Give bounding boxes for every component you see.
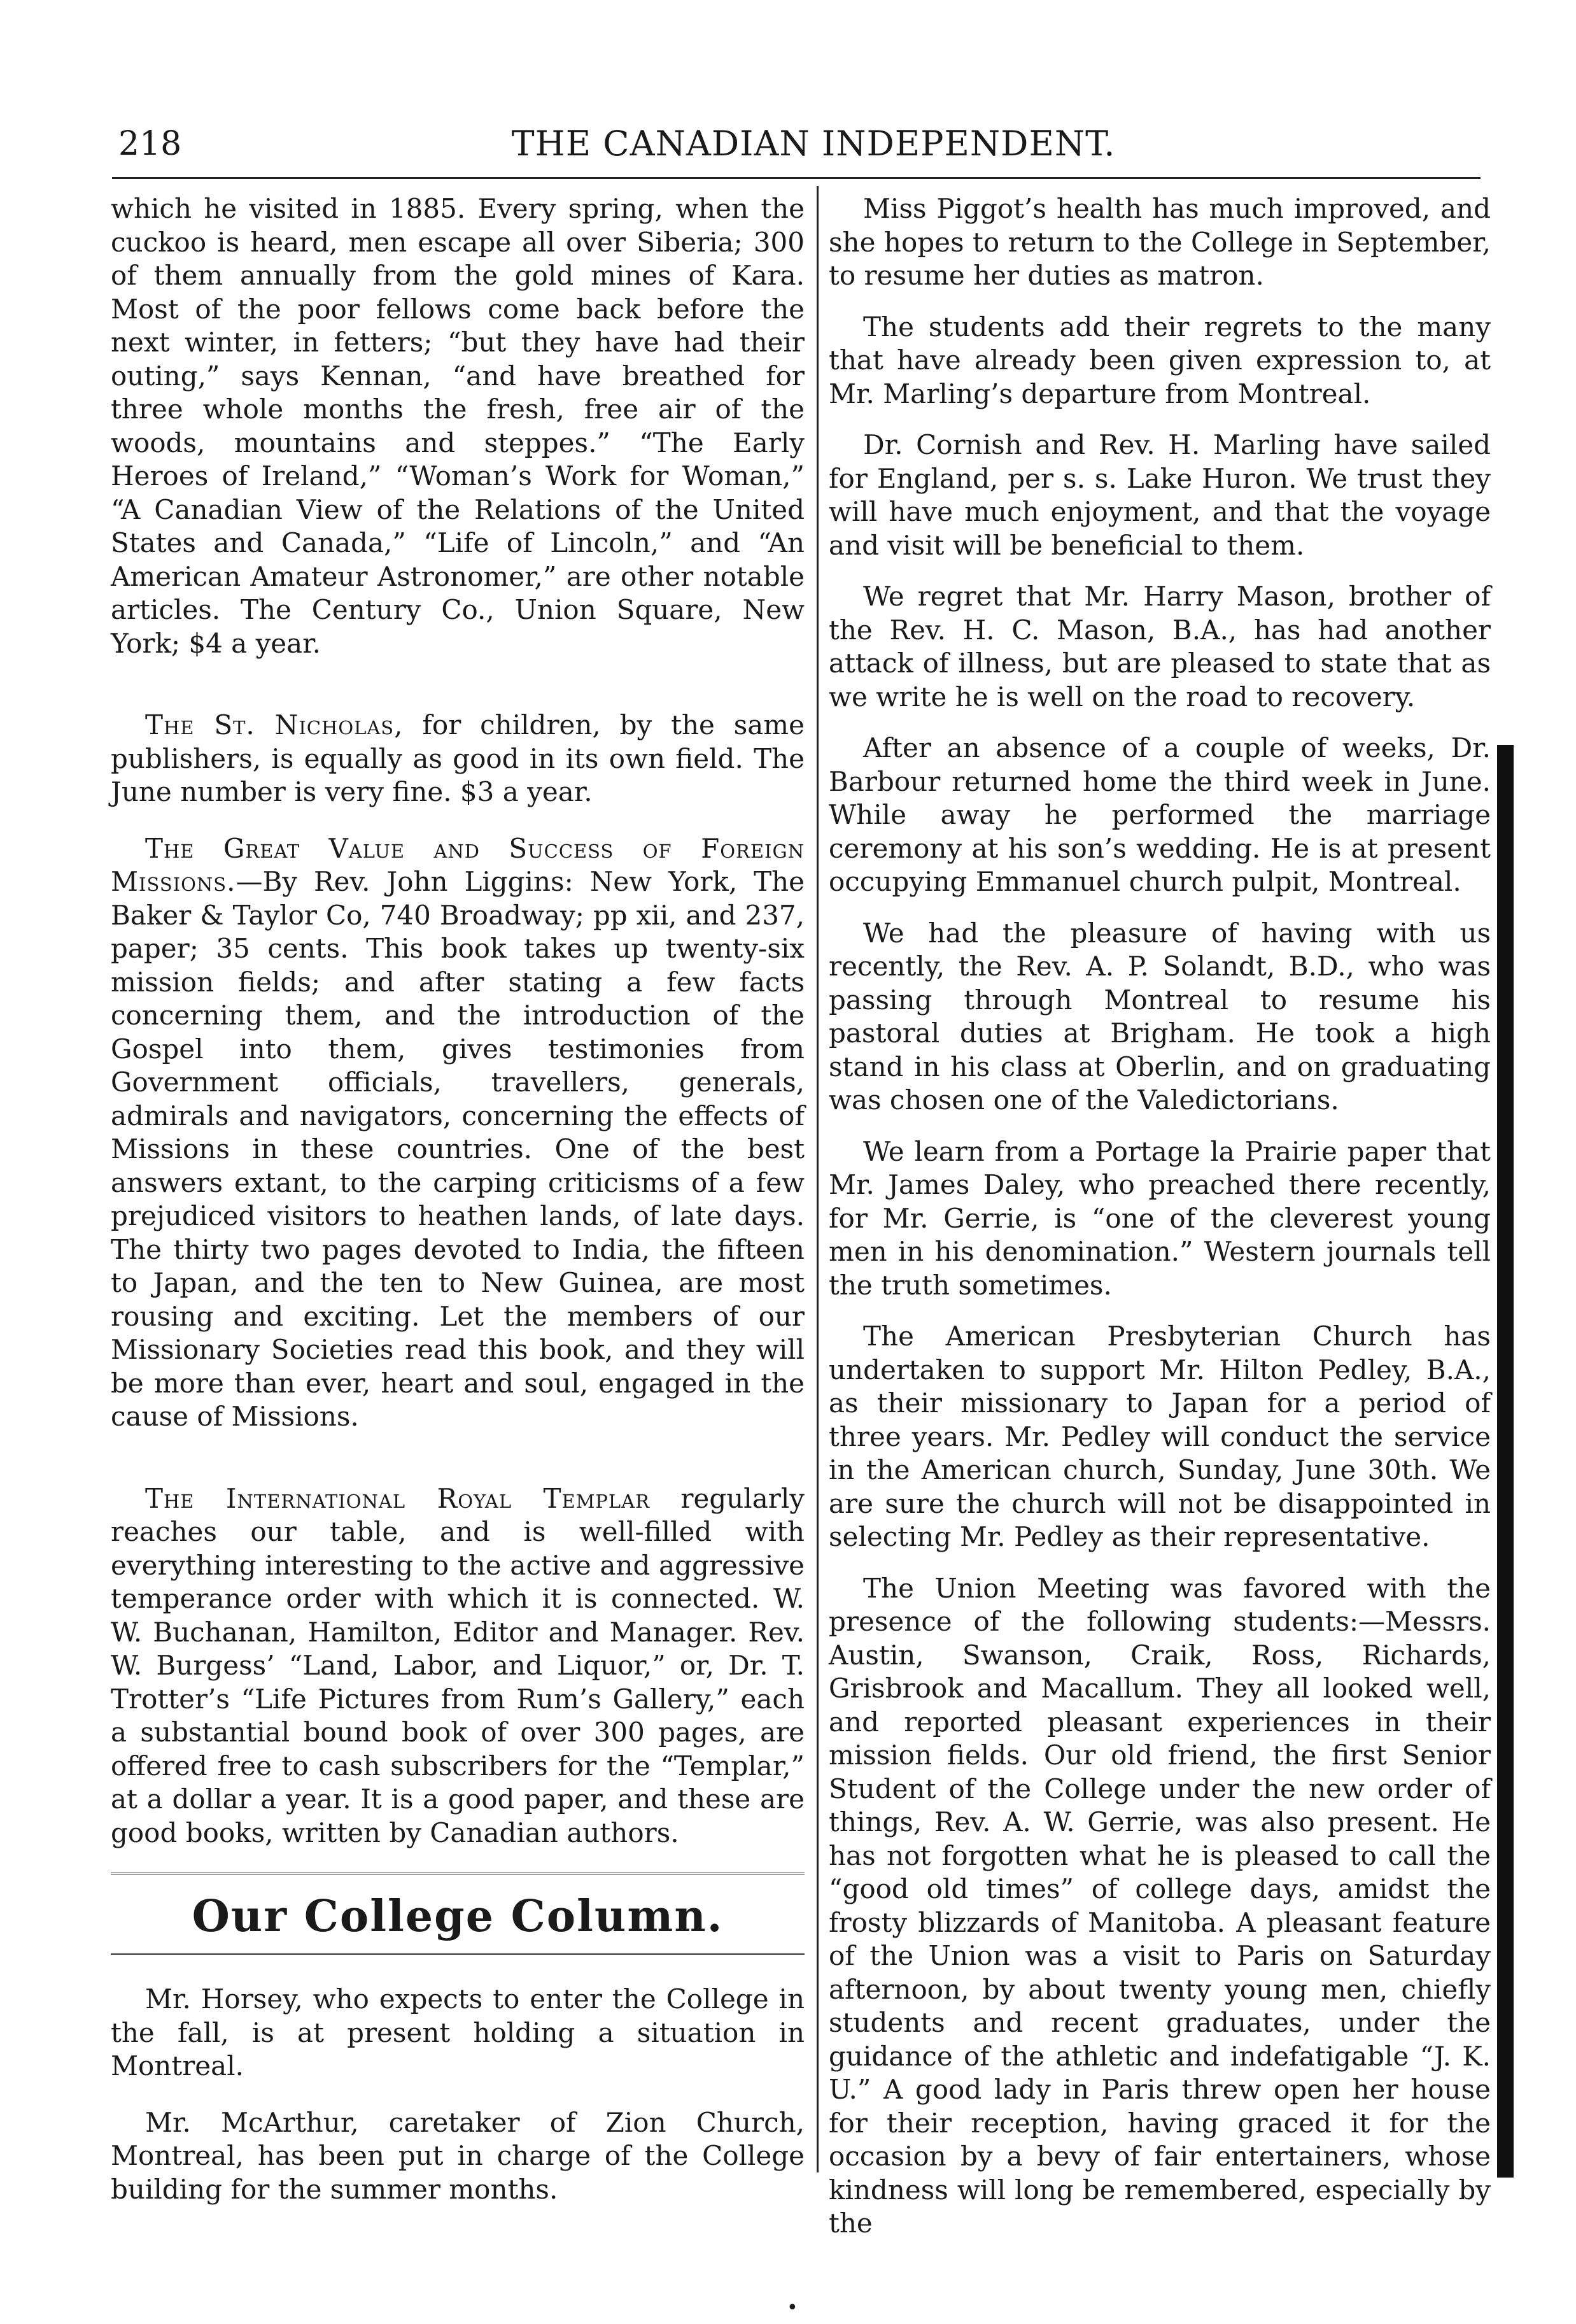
page-edge-shadow — [1497, 745, 1514, 2178]
royal-templar-paragraph — [111, 1482, 805, 1850]
footer-mark: • — [787, 2297, 798, 2319]
union-meeting-paragraph: The Union Meeting was favored with the presence of the following students:—Messrs. Austin, Swanson, Craik, Ross, Richards, Grisbrook and Macallum. They all looked well, and reported pleasant experiences in their mission fields. Our old friend, the first Senior Student of the College under the new order of things, Rev. A. W. Gerrie, was also present. He has not forgotten what he is pleased to call the “good old times” of college days, amidst the frosty blizzards of Manitoba. A pleasant feature of the Union was a visit to Paris on Saturday afternoon, by about twenty young men, chiefly students and recent graduates, under the guidance of the athletic and indefatigable “J. K. U.” A good lady in Paris threw open her house for their reception, having graced it for the occasion by a bevy of fair entertainers, whose kindness will long be remembered, especially by the — [829, 1572, 1491, 2239]
solandt-paragraph: We had the pleasure of having with us recently, the Rev. A. P. Solandt, B.D., who was passing through Montreal to resume his pastoral duties at Brigham. He took a high stand in his class at Oberlin, and on graduating was chosen one of the Valedictorians. — [829, 917, 1491, 1116]
section-title: Our College Column. — [192, 1891, 724, 1942]
horsey-paragraph: Mr. Horsey, who expects to enter the College in the fall, is at present holding a situation in Montreal. — [111, 1983, 805, 2081]
piggot-paragraph: Miss Piggot’s health has much improved, and she hopes to return to the College in September, to resume her duties as matron. — [829, 193, 1491, 291]
section-bottom-rule — [111, 1953, 805, 1955]
century-review-paragraph: which he visited in 1885. Every spring, when the cuckoo is heard, men escape all over Siberia; 300 of them annually from the gold mines of Kara. Most of the poor fellows come back before the next winter, in fetters; “but they have had their outing,” says Kennan, “and have breathed for three whole months the fresh, free air of the woods, mountains and steppes.” “The Early Heroes of Ireland,” “Woman’s Work for Woman,” “A Canadian View of the Relations of the United States and Canada,” “Life of Lincoln,” and “An American Amateur Astronomer,” are other notable articles. The Century Co., Union Square, New York; $4 a year. — [111, 193, 805, 659]
foreign-missions-text: —By Rev. John Liggins: New York, The Baker & Taylor Co, 740 Broadway; pp xii, and 237, paper; 35 cents. This book takes up twenty-six mission fields; and after stating a few facts concerning them, and the introduction of the Gospel into them, gives testimonies from Government officials, travellers, generals, admirals and navigators, concerning the effects of Missions in these countries. One of the best answers extant, to the carping criticisms of a few prejudiced visitors to heathen lands, of late days. The thirty two pages devoted to India, the fifteen to Japan, and the ten to New Guinea, are most rousing and exciting. Let the members of our Missionary Societies read this book, and they will be more than ever, heart and soul, engaged in the cause of Missions. — [111, 866, 805, 1432]
st-nicholas-text: for children, by the same publishers, is equally as good in its own field. The June number is very fine. $3 a year. — [111, 709, 805, 807]
section-top-rule — [111, 1873, 805, 1874]
mcarthur-paragraph: Mr. McArthur, caretaker of Zion Church, Montreal, has been put in charge of the College building for the summer months. — [111, 2106, 805, 2205]
foreign-missions-lead: The Great Value and Success of Foreign Missions. — [111, 832, 805, 897]
daley-paragraph: We learn from a Portage la Prairie paper that Mr. James Daley, who preached there recently, for Mr. Gerrie, is “one of the cleverest young men in his denomination.” Western journals tell the truth sometimes. — [829, 1135, 1491, 1301]
royal-templar-lead: The International Royal Templar — [145, 1482, 650, 1514]
st-nicholas-lead: The St. Nicholas, — [145, 709, 404, 740]
pedley-paragraph: The American Presbyterian Church has undertaken to support Mr. Hilton Pedley, B.A., as their missionary to Japan for a period of three years. Mr. Pedley will conduct the service in the American church, Sunday, June 30th. We are sure the church will not be disappointed in selecting Mr. Pedley as their representative. — [829, 1321, 1491, 1552]
foreign-missions-paragraph — [111, 832, 805, 1434]
marling-regrets-paragraph: The students add their regrets to the many that have already been given expression to, at Mr. Marling’s departure from Montreal. — [829, 311, 1491, 409]
royal-templar-text: regularly reaches our table, and is well-filled with everything interesting to the active and aggressive temperance order with which it is connected. W. W. Buchanan, Hamilton, Editor and Manager. Rev. W. Burgess’ “Land, Labor, and Liquor,” or, Dr. T. Trotter’s “Life Pictures from Rum’s Gallery,” each a substantial bound book of over 300 pages, are offered free to cash subscribers for the “Templar,” at a dollar a year. It is a good paper, and these are good books, written by Canadian authors. — [111, 1482, 805, 1848]
cornish-marling-paragraph: Dr. Cornish and Rev. H. Marling have sailed for England, per s. s. Lake Huron. We trust they will have much enjoyment, and that the voyage and visit will be beneficial to them. — [829, 429, 1491, 561]
harry-mason-paragraph: We regret that Mr. Harry Mason, brother of the Rev. H. C. Mason, B.A., has had another attack of illness, but are pleased to state that as we write he is well on the road to recovery. — [829, 581, 1491, 712]
running-title: THE CANADIAN INDEPENDENT. — [511, 124, 1116, 164]
header-rule — [112, 177, 1481, 179]
page-number: 218 — [118, 125, 182, 163]
barbour-paragraph: After an absence of a couple of weeks, Dr. Barbour returned home the third week in June. While away he performed the marriage ceremony at his son’s wedding. He is at present occupying Emmanuel church pulpit, Montreal. — [829, 732, 1491, 897]
left-column — [111, 192, 805, 2229]
st-nicholas-paragraph — [111, 709, 805, 809]
right-column — [829, 192, 1491, 2258]
column-divider — [817, 186, 819, 2172]
